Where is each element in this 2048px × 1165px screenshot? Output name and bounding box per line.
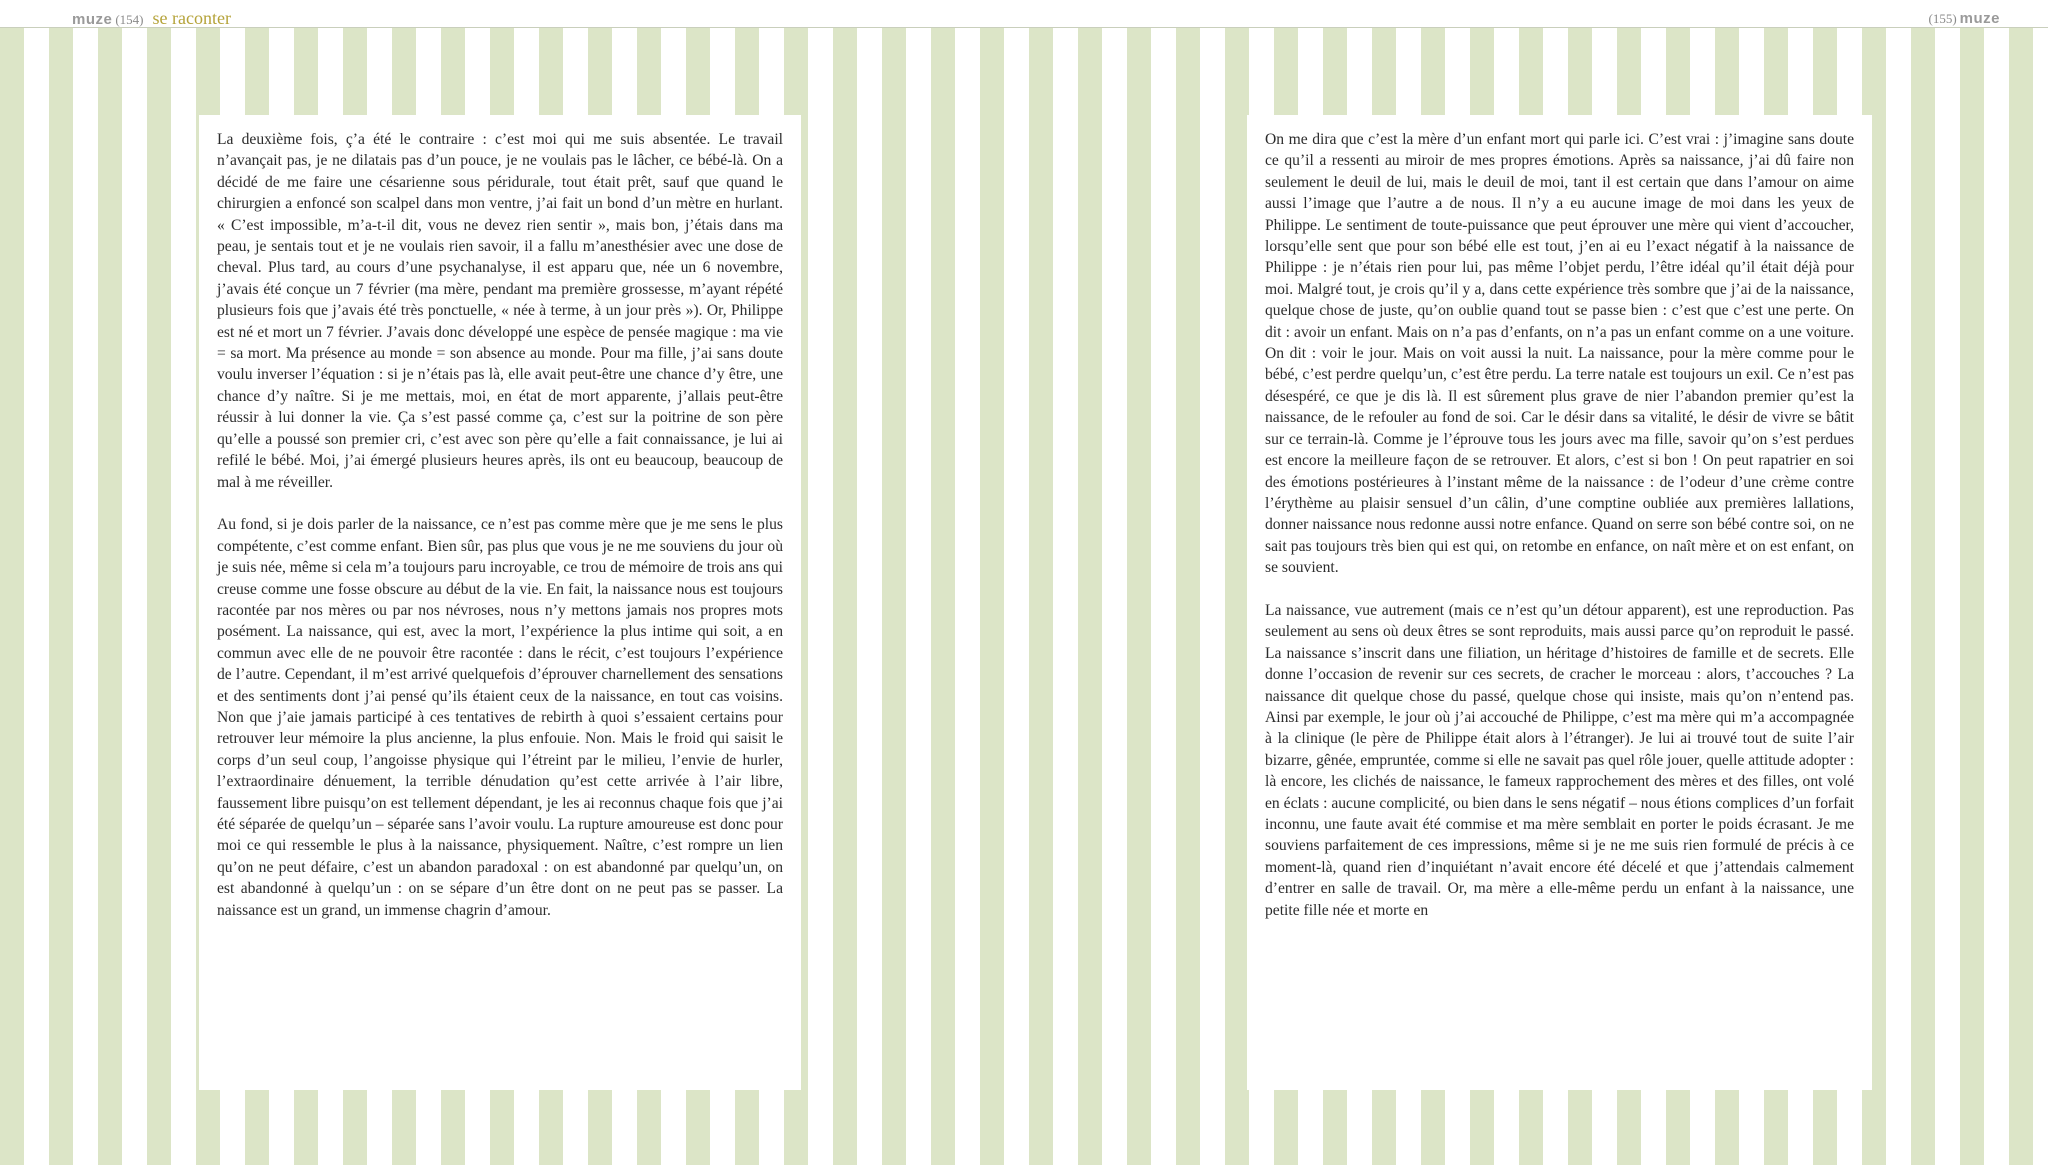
right-text-column <box>1247 115 1872 1090</box>
section-title: se raconter <box>152 8 231 28</box>
page-number: (154) <box>115 12 144 27</box>
right-folio <box>1925 9 2000 27</box>
paragraph: La naissance, vue autrement (mais ce n’est qu’un détour apparent), est une reproduction. Pas seulement au sens où deux êtres se sont reproduits, mais aussi parce qu’on reproduit le passé. La naissance s’inscrit dans une filiation, un héritage d’histoires de famille et de secrets. Elle donne l’occasion de revenir sur ces secrets, de cracher le morceau : alors, t’accouches ? La naissance dit quelque chose du passé, quelque chose qui insiste, mais qu’on n’entend pas. Ainsi par exemple, le jour où j’ai accouché de Philippe, c’est ma mère qui m’a accompagnée à la clinique (le père de Philippe était alors à l’étranger). Je lui ai trouvé tout de suite l’air bizarre, gênée, empruntée, comme si elle ne savait pas quel rôle jouer, quelle attitude adopter : là encore, les clichés de naissance, le fameux rapprochement des mères et des filles, ont volé en éclats : aucune complicité, ou bien dans le sens négatif – nous étions complices d’un forfait inconnu, une faute avait été commise et ma mère semblait en porter le poids écrasant. Je me souviens parfaitement de ces impressions, même si je ne me suis rien formulé de précis à ce moment-là, quand rien d’inquiétant n’avait encore été décelé et que j’attendais calmement d’entrer en salle de travail. Or, ma mère a elle-même perdu un enfant à la naissance, une petite fille née et morte en <box>1265 601 1854 919</box>
left-folio <box>72 9 231 27</box>
paragraph: Au fond, si je dois parler de la naissance, ce n’est pas comme mère que je me sens le plus compétente, c’est comme enfant. Bien sûr, pas plus que vous je ne me souviens du jour où je suis née, même si cela m’a toujours paru incroyable, ce trou de mémoire de trois ans qui creuse comme une fosse obscure au début de la vie. En fait, la naissance nous est toujours racontée par nos mères ou par nos névroses, nous n’y mettons jamais nos propres mots posément. La naissance, qui est, avec la mort, l’expérience la plus intime qui soit, a en commun avec elle de ne pouvoir être racontée : dans le récit, c’est toujours l’expérience de l’autre. Cependant, il m’est arrivé quelquefois d’éprouver charnellement des sensations et des sentiments dont j’ai pensé qu’ils étaient ceux de la naissance, en tout cas voisins. Non que j’aie jamais participé à ces tentatives de rebirth à quoi s’essaient certains pour retrouver leur mémoire la plus ancienne, la plus enfouie. Non. Mais le froid qui saisit le corps d’un seul coup, l’angoisse physique qui l’étreint par le milieu, l’envie de hurler, l’extraordinaire dénuement, la terrible dénudation qu’est cette arrivée à l’air libre, faussement libre puisqu’on est tellement dépendant, je les ai reconnus chaque fois que j’ai été séparée de quelqu’un – séparée sans l’avoir voulu. La rupture amoureuse est donc pour moi ce qui ressemble le plus à la naissance, physiquement. Naître, c’est rompre un lien qu’on ne peut défaire, c’est un abandon paradoxal : on est abandonné par quelqu’un, on est abandonné à quelqu’un : on se sépare d’un être dont on ne peut pas se passer. La naissance est un grand, un immense chagrin d’amour. <box>217 516 783 919</box>
magazine-name: muze <box>72 11 113 28</box>
left-text-column <box>199 115 801 1090</box>
left-page-header <box>0 0 1024 28</box>
right-page-header <box>1024 0 2048 28</box>
right-page <box>1024 0 2048 1165</box>
magazine-name: muze <box>1959 10 2000 27</box>
page-number: (155) <box>1928 11 1957 26</box>
paragraph: On me dira que c’est la mère d’un enfant mort qui parle ici. C’est vrai : j’imagine sans doute ce qu’il a ressenti au miroir de mes propres émotions. Après sa naissance, j’ai dû faire non seulement le deuil de lui, mais le deuil de moi, tant il est certain que dans l’amour on aime aussi l’image que l’autre a de nous. Il n’y a eu aucune image de moi dans les yeux de Philippe. Le sentiment de toute-puissance que peut éprouver une mère qui vient d’accoucher, lorsqu’elle sent que pour son bébé elle est tout, j’en ai eu l’exact négatif à la naissance de Philippe : je n’étais rien pour lui, pas même l’objet perdu, l’être idéal qu’il était déjà pour moi. Malgré tout, je crois qu’il y a, dans cette expérience très sombre que j’ai de la naissance, quelque chose de juste, qu’on oublie quand tout se passe bien : c’est que c’est une perte. On dit : avoir un enfant. Mais on n’a pas d’enfants, on n’a pas un enfant comme on a une voiture. On dit : voir le jour. Mais on voit aussi la nuit. La naissance, pour la mère comme pour le bébé, c’est perdre quelqu’un, c’est être perdu. La terre natale est toujours un exil. Ce n’est pas désespéré, ce que je dis là. Il est sûrement plus grave de nier l’abandon premier qu’est la naissance, de le refouler au fond de soi. Car le désir dans sa vitalité, le désir de vivre se bâtit sur ce terrain-là. Comme je l’éprouve tous les jours avec ma fille, savoir qu’on s’est perdues est encore la meilleure façon de se retrouver. Et alors, c’est si bon ! On peut rapatrier en soi des émotions postérieures à l’instant même de la naissance : de l’odeur d’une crème contre l’érythème au plaisir sensuel d’un câlin, d’une comptine oubliée aux premières lallations, donner naissance nous redonne aussi notre enfance. Quand on serre son bébé contre soi, on ne sait pas toujours très bien qui est qui, on retombe en enfance, on naît mère et on est enfant, on se souvient. <box>1265 131 1854 577</box>
paragraph: La deuxième fois, ç’a été le contraire : c’est moi qui me suis absentée. Le travail n’avançait pas, je ne dilatais pas d’un pouce, je ne voulais pas le lâcher, ce bébé-là. On a décidé de me faire une césarienne sous péridurale, tout était prêt, sauf que quand le chirurgien a enfoncé son scalpel dans mon ventre, j’ai fait un bond d’un mètre en hurlant. « C’est impossible, m’a-t-il dit, vous ne devez rien sentir », mais bon, j’étais dans ma peau, je sentais tout et je ne voulais rien savoir, il a fallu m’anesthésier avec une dose de cheval. Plus tard, au cours d’une psychanalyse, il est apparu que, née un 6 novembre, j’avais été conçue un 7 février (ma mère, pendant ma première grossesse, m’ayant répété plusieurs fois que j’avais été très ponctuelle, « née à terme, à un jour près »). Or, Philippe est né et mort un 7 février. J’avais donc développé une espèce de pensée magique : ma vie = sa mort. Ma présence au monde = son absence au monde. Pour ma fille, j’ai sans doute voulu inverser l’équation : si je n’étais pas là, elle avait peut-être une chance d’y être, une chance d’y naître. Si je me mettais, moi, en état de mort apparente, j’allais peut-être réussir à lui donner la vie. Ça s’est passé comme ça, c’est sur la poitrine de son père qu’elle a poussé son premier cri, c’est avec son père qu’elle a fait connaissance, je lui ai refilé le bébé. Moi, j’ai émergé plusieurs heures après, ils ont eu beaucoup, beaucoup de mal à me réveiller. <box>217 131 783 491</box>
